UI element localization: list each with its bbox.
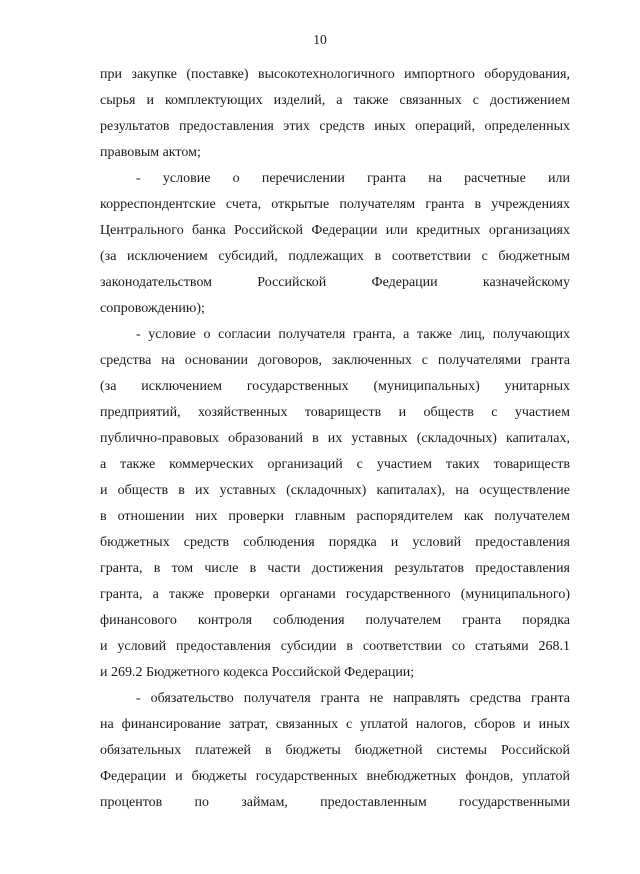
text-line: законодательством Российской Федерации казначейскому <box>100 275 570 290</box>
text-line: на финансирование затрат, связанных с уплатой налогов, сборов и иных <box>100 717 570 732</box>
text-line: и 269.2 Бюджетного кодекса Российской Федерации; <box>100 665 415 680</box>
text-line: результатов предоставления этих средств иных операций, определенных <box>100 119 570 134</box>
text-line: гранта, в том числе в части достижения результатов предоставления <box>100 561 570 576</box>
text-line: сопровождению); <box>100 301 205 316</box>
text-line: при закупке (поставке) высокотехнологичного импортного оборудования, <box>100 67 570 82</box>
text-line: обязательных платежей в бюджеты бюджетной системы Российской <box>100 743 570 758</box>
text-line: - обязательство получателя гранта не направлять средства гранта <box>136 691 570 706</box>
text-line: а также коммерческих организаций с участием таких товариществ <box>100 457 570 472</box>
text-line: предприятий, хозяйственных товариществ и обществ с участием <box>100 405 570 420</box>
text-line: процентов по займам, предоставленным государственными <box>100 795 570 810</box>
text-line: и обществ в их уставных (складочных) капиталах), на осуществление <box>100 483 570 498</box>
text-line: Центрального банка Российской Федерации или кредитных организациях <box>100 223 570 238</box>
text-line: - условие о согласии получателя гранта, а также лиц, получающих <box>136 327 570 342</box>
text-line: средства на основании договоров, заключенных с получателями гранта <box>100 353 570 368</box>
text-line: гранта, а также проверки органами государственного (муниципального) <box>100 587 570 602</box>
text-line: сырья и комплектующих изделий, а также связанных с достижением <box>100 93 570 108</box>
text-line: финансового контроля соблюдения получателем гранта порядка <box>100 613 570 628</box>
page-number: 10 <box>313 32 327 47</box>
text-line: Федерации и бюджеты государственных внебюджетных фондов, уплатой <box>100 769 570 784</box>
text-line: в отношении них проверки главным распорядителем как получателем <box>100 509 570 524</box>
text-line: (за исключением государственных (муниципальных) унитарных <box>100 379 570 394</box>
text-line: (за исключением субсидий, подлежащих в соответствии с бюджетным <box>100 249 570 264</box>
text-line: публично-правовых образований в их уставных (складочных) капиталах, <box>100 431 570 446</box>
text-line: правовым актом; <box>100 145 201 160</box>
text-line: и условий предоставления субсидии в соответствии со статьями 268.1 <box>100 639 570 654</box>
text-line: бюджетных средств соблюдения порядка и условий предоставления <box>100 535 570 550</box>
text-line: корреспондентские счета, открытые получателям гранта в учреждениях <box>100 197 570 212</box>
text-line: - условие о перечислении гранта на расчетные или <box>136 171 570 186</box>
document-body <box>100 62 570 816</box>
